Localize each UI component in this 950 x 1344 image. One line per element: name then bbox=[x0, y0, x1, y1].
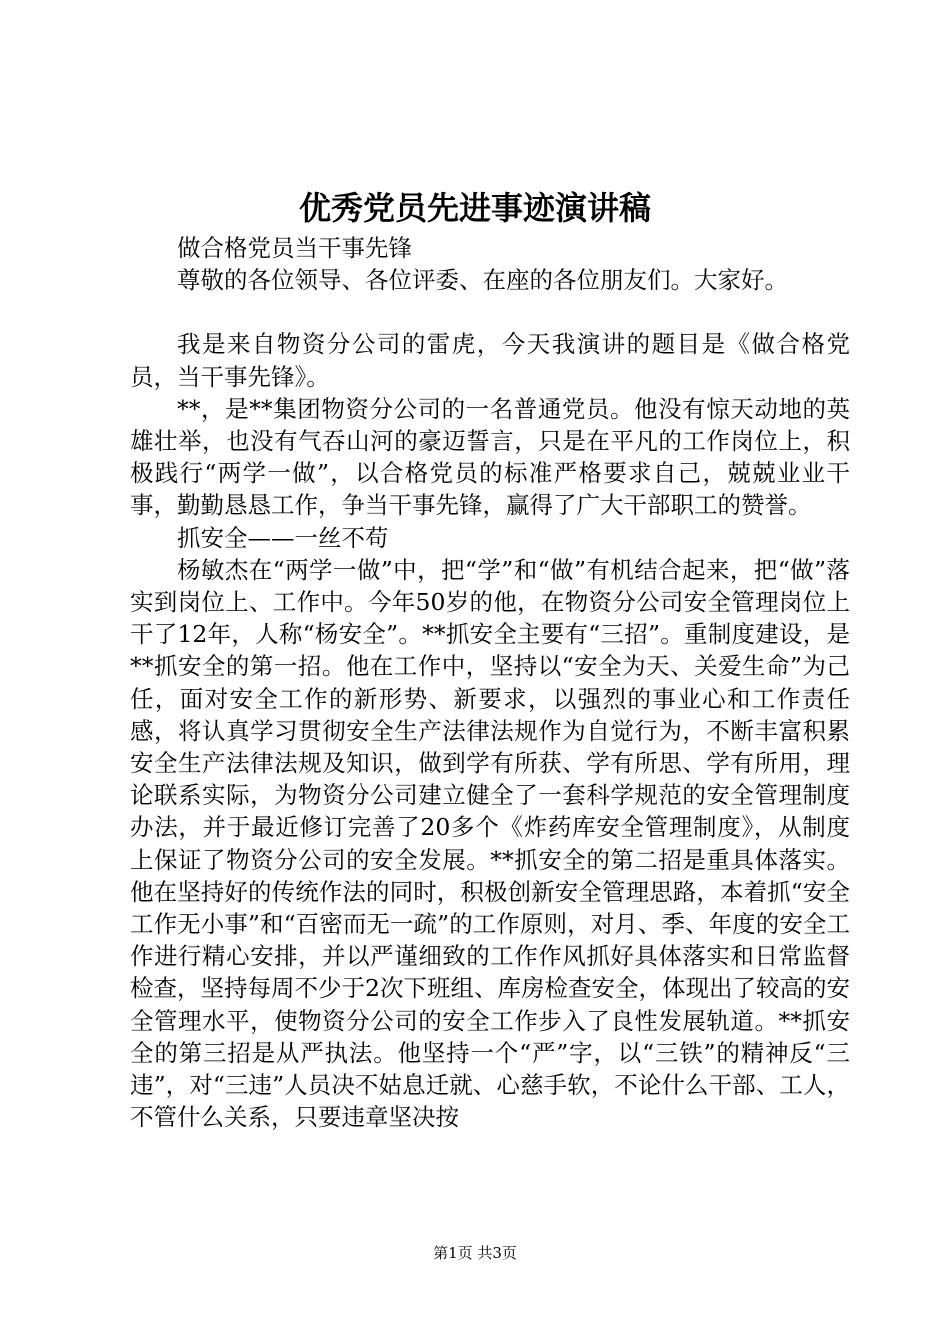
body-paragraph: 我是来自物资分公司的雷虎，今天我演讲的题目是《做合格党员，当干事先锋》。 bbox=[130, 330, 850, 391]
section-heading: 抓安全——一丝不苟 bbox=[177, 523, 389, 552]
body-paragraph: **，是**集团物资分公司的一名普通党员。他没有惊天动地的英雄壮举，也没有气吞山河的豪迈誓言，只是在平凡的工作岗位上，积极践行“两学一做”，以合格党员的标准严格要求自己，兢兢业业干事，勤勤恳恳工作，争当干事先锋，赢得了广大干部职工的赞誉。 bbox=[130, 394, 850, 520]
body-paragraph: 杨敏杰在“两学一做”中，把“学”和“做”有机结合起来，把“做”落实到岗位上、工作中。今年50岁的他，在物资分公司安全管理岗位上干了12年，人称“杨安全”。**抓安全主要有“三招”。重制度建设，是**抓安全的第一招。他在工作中，坚持以“安全为天、关爱生命”为己任，面对安全工作的新形势、新要求，以强烈的事业心和工作责任感，将认真学习贯彻安全生产法律法规作为自觉行为，不断丰富积累安全生产法律法规及知识，做到学有所获、学有所思、学有所用，理论联系实际，为物资分公司建立健全了一套科学规范的安全管理制度办法，并于最近修订完善了20多个《炸药库安全管理制度》，从制度上保证了物资分公司的安全发展。**抓安全的第二招是重具体落实。他在坚持好的传统作法的同时，积极创新安全管理思路，本着抓“安全工作无小事”和“百密而无一疏”的工作原则，对月、季、年度的安全工作进行精心安排，并以严谨细致的工作作风抓好具体落实和日常监督检查，坚持每周不少于2次下班组、库房检查安全，体现出了较高的安全管理水平，使物资分公司的安全工作步入了良性发展轨道。**抓安全的第三招是从严执法。他坚持一个“严”字，以“三铁”的精神反“三违”，对“三违”人员决不姑息迁就、心慈手软，不论什么干部、工人，不管什么关系，只要违章坚决按 bbox=[130, 555, 850, 1132]
document-title: 优秀党员先进事迹演讲稿 bbox=[298, 189, 651, 227]
body-paragraph: 做合格党员当干事先锋 bbox=[177, 234, 412, 262]
page-footer: 第1页 共3页 bbox=[433, 1244, 517, 1262]
document-body bbox=[130, 232, 850, 1133]
body-paragraph: 尊敬的各位领导、各位评委、在座的各位朋友们。大家好。 bbox=[177, 266, 788, 295]
